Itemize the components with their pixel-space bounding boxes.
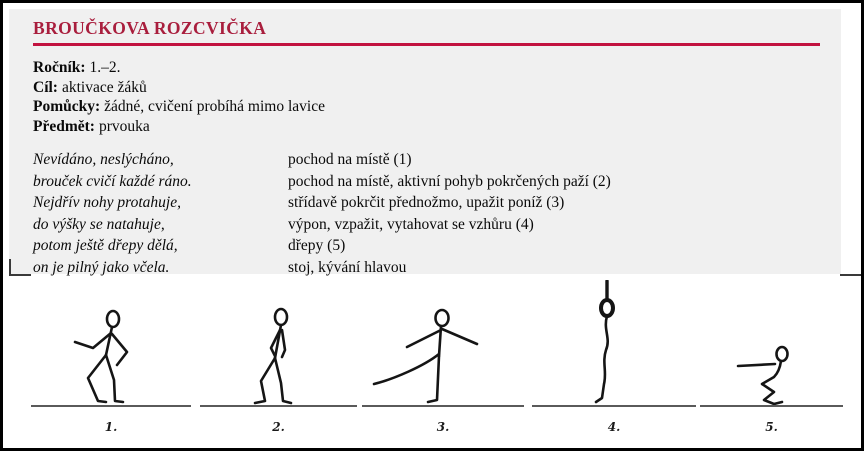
ground-line: [200, 405, 357, 407]
exercise-figure-5: [700, 280, 843, 445]
meta-row-cil: [33, 78, 841, 98]
exercise-figure-3: [362, 280, 524, 445]
instruction-line: střídavě pokrčit přednožmo, upažit poníž (3): [288, 194, 565, 212]
title-rule: [33, 43, 820, 46]
meta-value: žádné, cvičení probíhá mimo lavice: [104, 98, 325, 115]
meta-label: Cíl:: [33, 78, 58, 96]
poem-line: do výšky se natahuje,: [33, 215, 165, 233]
poem-line: brouček cvičí každé ráno.: [33, 172, 192, 190]
exercise-figure-2: [200, 280, 357, 445]
figure-number: 1.: [104, 420, 118, 434]
page-title: BROUČKOVA ROZCVIČKA: [33, 18, 267, 38]
figure-number: 5.: [765, 420, 778, 434]
metadata-block: [33, 58, 841, 136]
figure-number: 3.: [436, 420, 450, 434]
meta-label: Pomůcky:: [33, 98, 101, 115]
instruction-line: dřepy (5): [288, 237, 346, 255]
meta-row-rocnik: [33, 58, 841, 78]
scan-edge-artifact: [840, 274, 861, 276]
meta-value: aktivace žáků: [61, 78, 147, 96]
stick-figure-march-crouched-icon: [31, 280, 191, 405]
ground-line: [362, 405, 524, 407]
stick-figure-stretch-arms-up-icon: [532, 280, 696, 405]
stick-figure-leg-raise-arms-out-icon: [362, 280, 524, 405]
document-panel: [9, 9, 841, 274]
exercise-table: [33, 149, 841, 279]
meta-value: prvouka: [98, 117, 150, 135]
ground-line: [31, 405, 191, 407]
figure-number: 4.: [607, 420, 621, 434]
instruction-line: pochod na místě (1): [288, 151, 412, 168]
exercise-figure-4: [532, 280, 696, 445]
stick-figure-squat-arms-forward-icon: [700, 280, 843, 405]
meta-row-pomucky: [33, 97, 841, 117]
exercise-figure-1: [31, 280, 191, 445]
instruction-line: stoj, kývání hlavou: [288, 258, 407, 276]
ground-line: [700, 405, 843, 407]
poem-line: on je pilný jako včela.: [33, 258, 170, 276]
figure-number: 2.: [272, 420, 285, 434]
meta-label: Ročník:: [33, 59, 86, 76]
stick-figure-march-upright-icon: [200, 280, 357, 405]
poem-line: Nevídáno, neslýcháno,: [33, 151, 174, 168]
poem-line: Nejdřív nohy protahuje,: [33, 194, 181, 212]
instruction-line: pochod na místě, aktivní pohyb pokrčených paží (2): [288, 172, 611, 190]
instruction-line: výpon, vzpažit, vytahovat se vzhůru (4): [288, 215, 534, 233]
scan-edge-artifact: [9, 274, 31, 276]
poem-line: potom ještě dřepy dělá,: [33, 237, 178, 255]
ground-line: [532, 405, 696, 407]
meta-value: 1.–2.: [89, 59, 121, 76]
meta-label: Předmět:: [33, 117, 95, 135]
meta-row-predmet: [33, 117, 841, 137]
